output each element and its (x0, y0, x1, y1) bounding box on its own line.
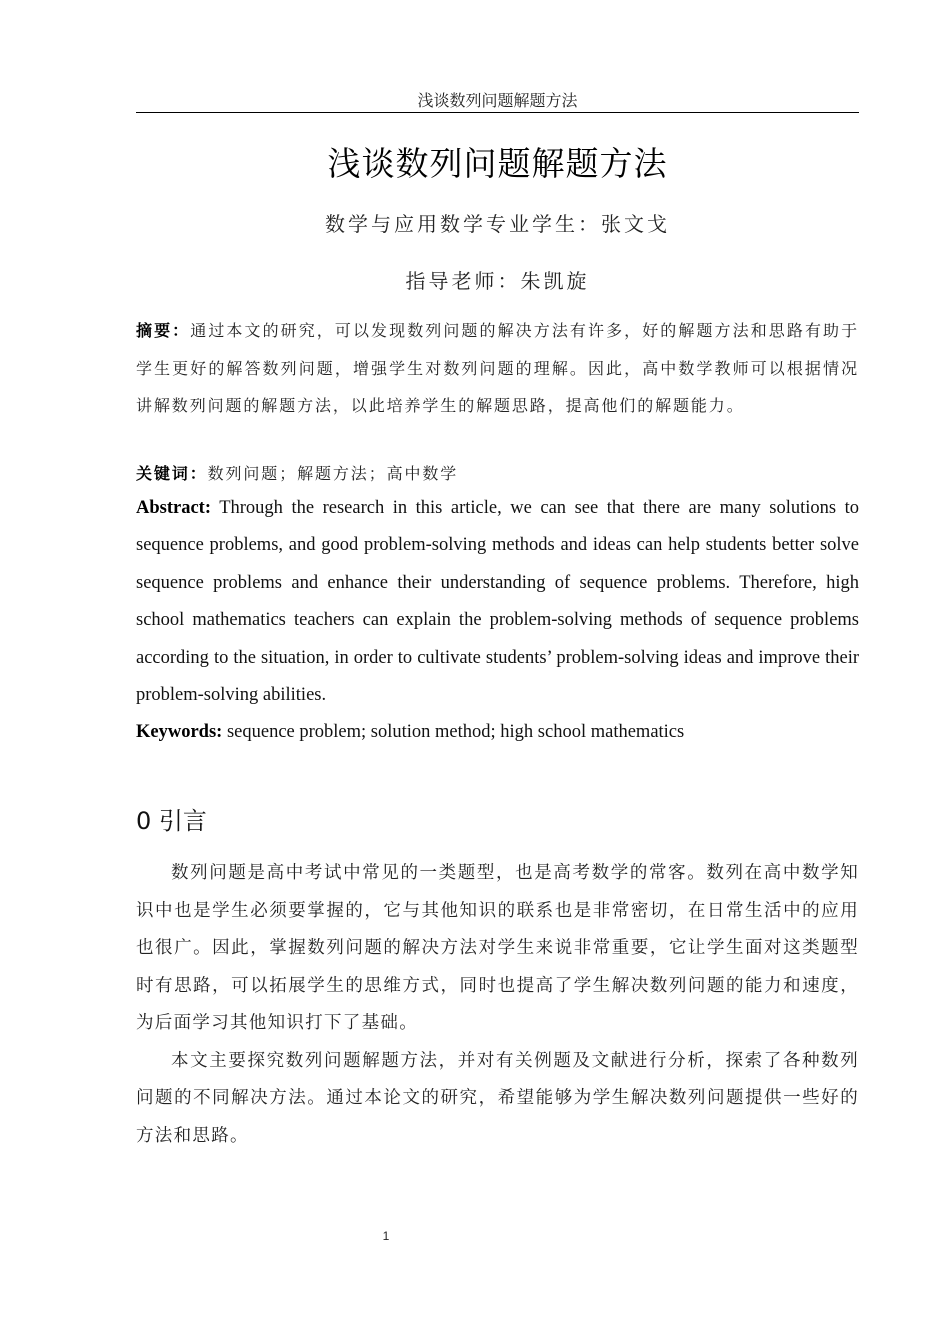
english-abstract-label: Abstract: (136, 498, 212, 518)
chinese-keywords (136, 458, 859, 490)
english-keywords-label: Keywords: (136, 722, 223, 742)
page-number: 1 (382, 1229, 390, 1243)
header-rule (136, 112, 859, 113)
chinese-abstract (136, 312, 859, 425)
chinese-abstract-label: 摘要： (136, 321, 191, 340)
author-line: 数学与应用数学专业学生：张文戈 (325, 212, 670, 236)
chinese-keywords-label: 关键词： (136, 464, 208, 483)
english-abstract-text: Through the research in this article, we can see that there are many solutions to sequence problems, and good problem-solving methods and ideas can help students better solve sequence problems and enhance their understanding of sequence problems. Therefore, high school mathematics teachers can explain the problem-solving methods of sequence problems according to the situation, in order to cultivate students’ problem-solving ideas and improve their problem-solving abilities. (136, 498, 859, 706)
advisor-line: 指导老师：朱凯旋 (405, 269, 590, 293)
introduction-paragraph: 数列问题是高中考试中常见的一类题型，也是高考数学的常客。数列在高中数学知识中也是学生必须要掌握的，它与其他知识的联系也是非常密切，在日常生活中的应用也很广。因此，掌握数列问题的解决方法对学生来说非常重要，它让学生面对这类题型时有思路，可以拓展学生的思维方式，同时也提高了学生解决数列问题的能力和速度，为后面学习其他知识打下了基础。 (136, 863, 859, 1033)
introduction-body (136, 855, 859, 1155)
introduction-paragraph: 本文主要探究数列问题解题方法，并对有关例题及文献进行分析，探索了各种数列问题的不同解决方法。通过本论文的研究，希望能够为学生解决数列问题提供一些好的方法和思路。 (136, 1050, 859, 1146)
chinese-keywords-text: 数列问题；解题方法；高中数学 (207, 464, 459, 483)
section-heading-introduction: 0 引言 (136, 807, 207, 835)
english-keywords-text: sequence problem; solution method; high school mathematics (222, 722, 685, 742)
english-abstract (136, 490, 859, 714)
chinese-abstract-text: 通过本文的研究，可以发现数列问题的解决方法有许多，好的解题方法和思路有助于学生更好的解答数列问题，增强学生对数列问题的理解。因此，高中数学教师可以根据情况讲解数列问题的解题方法，以此培养学生的解题思路，提高他们的解题能力。 (136, 321, 859, 415)
english-keywords (136, 716, 859, 748)
page-title: 浅谈数列问题解题方法 (327, 144, 668, 183)
running-header: 浅谈数列问题解题方法 (417, 91, 578, 110)
